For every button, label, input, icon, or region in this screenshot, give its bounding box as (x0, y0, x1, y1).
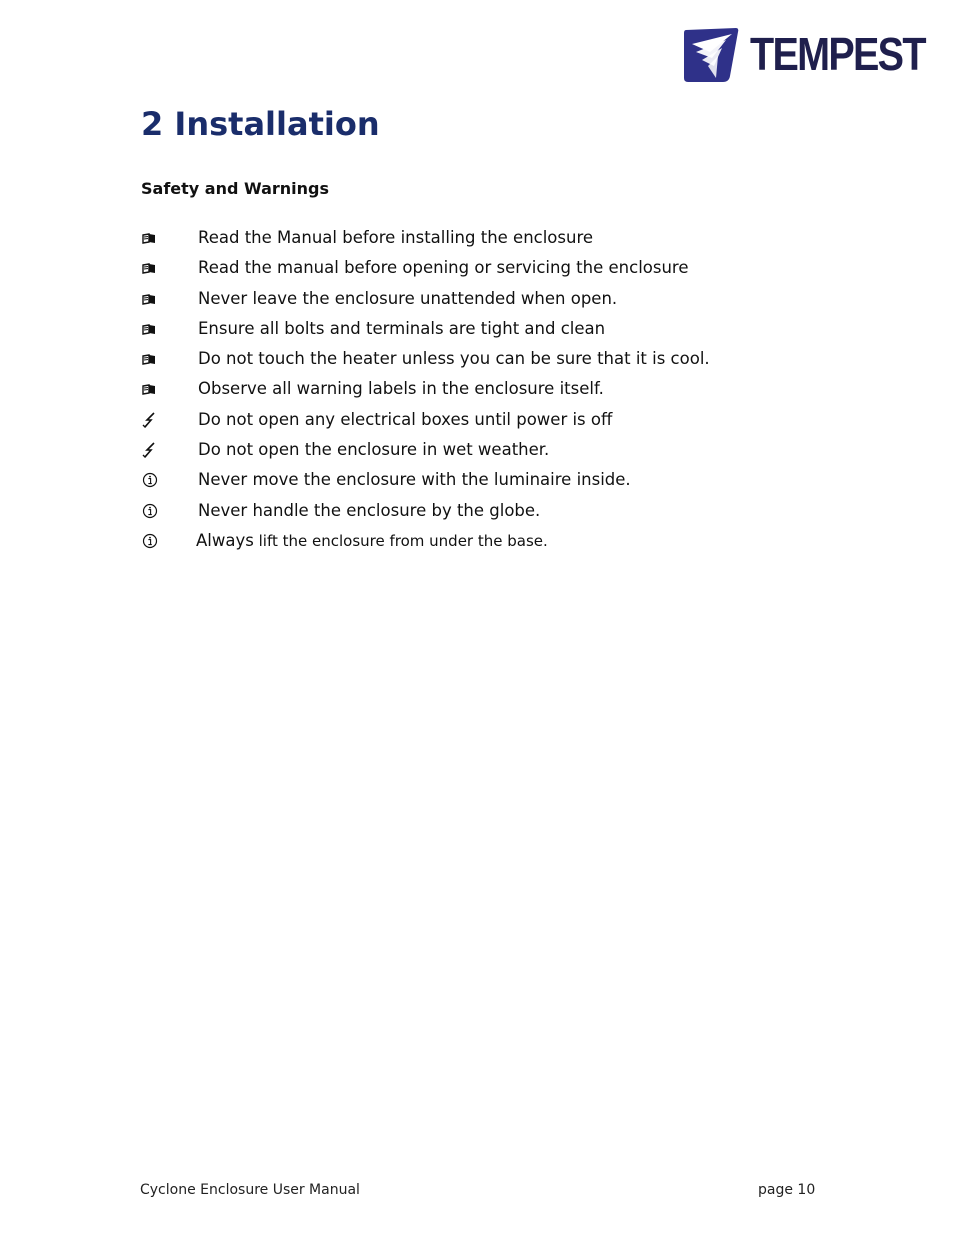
warning-text: Do not open any electrical boxes until power is off (198, 409, 613, 429)
warning-item (141, 468, 841, 498)
info-icon (141, 533, 159, 549)
warning-item (141, 377, 841, 407)
tempest-logo-mark-icon (682, 26, 740, 84)
warning-text: Read the Manual before installing the enclosure (198, 228, 594, 247)
info-icon (141, 503, 159, 519)
footer-page-number: page 10 (758, 1182, 816, 1198)
warning-text: Observe all warning labels in the enclosure itself. (198, 379, 604, 399)
warning-text (196, 529, 548, 553)
manual-book-icon (141, 321, 159, 337)
warning-item (141, 256, 841, 286)
tempest-logo (682, 26, 925, 84)
warning-text: Ensure all bolts and terminals are tight and clean (198, 318, 606, 338)
warning-item (141, 287, 841, 317)
warning-text: Do not open the enclosure in wet weather. (198, 440, 550, 460)
warning-text-rest: lift the enclosure from under the base. (253, 531, 548, 550)
section-heading: Safety and Warnings (141, 179, 329, 198)
warning-text: Never leave the enclosure unattended when open. (198, 288, 618, 308)
manual-book-icon (141, 291, 159, 307)
lightning-icon (141, 442, 159, 458)
warnings-list (141, 226, 841, 559)
warning-text: Do not touch the heater unless you can be sure that it is cool. (198, 349, 710, 369)
warning-item (141, 499, 841, 529)
manual-book-icon (141, 230, 159, 246)
warning-item (141, 226, 841, 256)
warning-item (141, 438, 841, 468)
warning-item (141, 529, 841, 559)
warning-text: Read the manual before opening or servicing the enclosure (198, 258, 689, 278)
warning-item (141, 317, 841, 347)
page-title: 2 Installation (141, 105, 380, 143)
footer-document-title: Cyclone Enclosure User Manual (140, 1182, 360, 1198)
warning-item (141, 408, 841, 438)
manual-book-icon (141, 351, 159, 367)
info-icon (141, 472, 159, 488)
warning-text-first-word: Always (196, 530, 254, 550)
lightning-icon (141, 412, 159, 428)
tempest-logo-text: TEMPEST (750, 28, 925, 80)
warning-text: Never move the enclosure with the luminaire inside. (198, 470, 631, 490)
manual-book-icon (141, 381, 159, 397)
manual-book-icon (141, 260, 159, 276)
warning-item (141, 347, 841, 377)
warning-text: Never handle the enclosure by the globe. (198, 500, 541, 520)
